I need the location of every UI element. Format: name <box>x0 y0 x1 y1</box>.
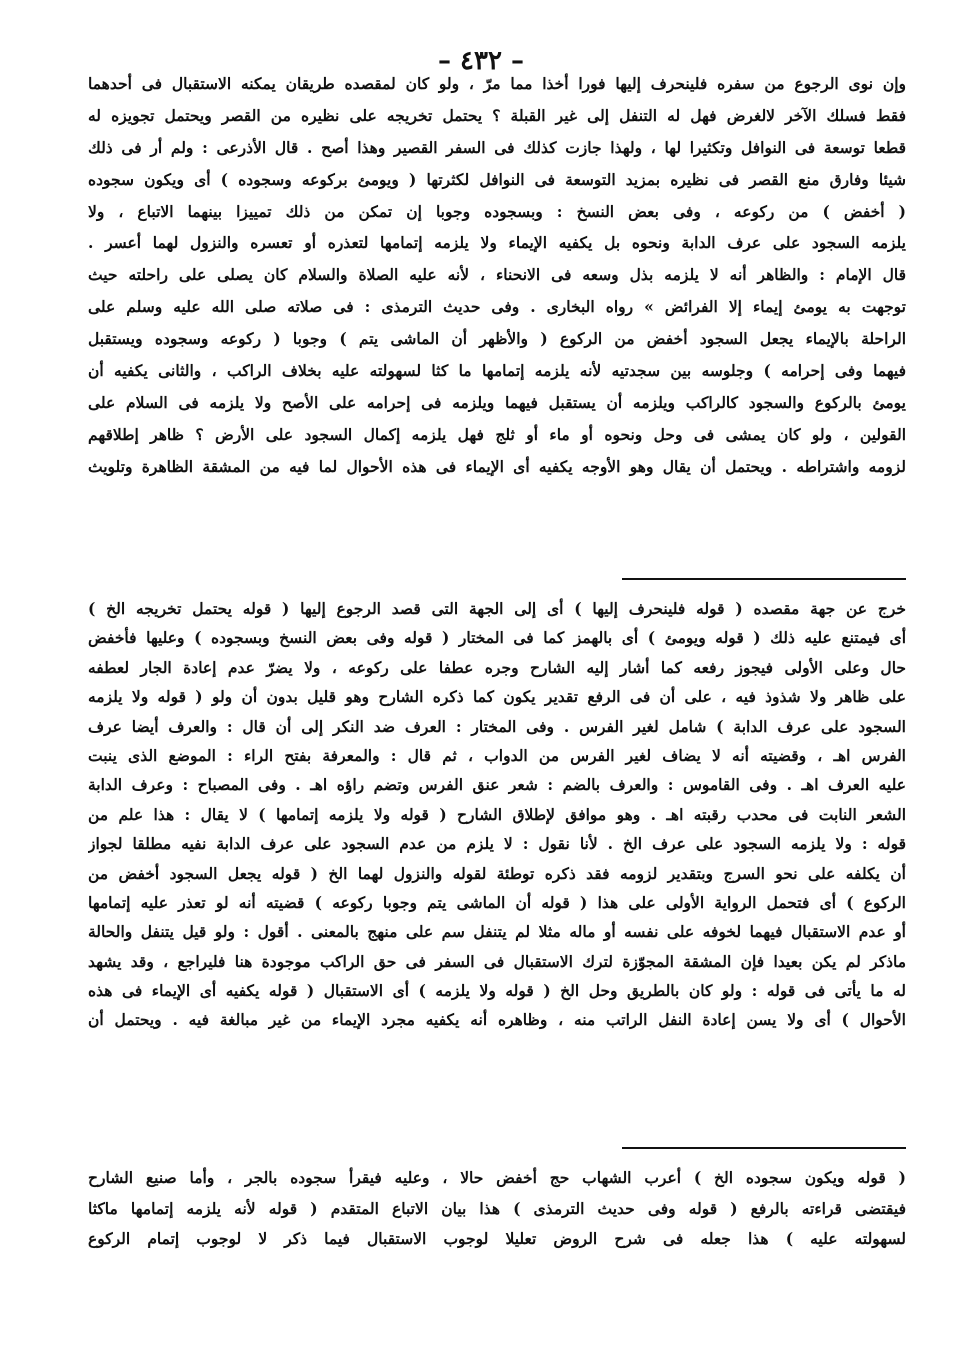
commentary-line: على ظاهر ولا شذوذ فيه ، على أن فى الرفع تقدير يكون كما ذكره الشارح وهو قليل بدون أن ولو ( قوله ولا يلزمه <box>88 687 906 707</box>
section-divider <box>622 578 906 580</box>
commentary-line: فيقتضى قراءته بالرفع ( قوله وفى حديث الترمذى ) هذا بيان الاتباع المتقدم ( قوله لأنه يلزمه إتمامها ماكثا <box>88 1198 906 1218</box>
text-line: فيهما وفى إحرامه ) وجلوسه بين سجدتيه لأنه يلزمه إتمامها ما كثا لسهولته عليه بخلاف الراكب ، والثانى يكفيه أن <box>88 361 906 381</box>
text-line: فقط فسلك الآخر لالغرض فهل له التنفل إلى غير القبلة ؟ يحتمل تخريجه على نظيره من القصر ويحتمل تجويزه له <box>88 105 906 125</box>
text-line: لزومه واشتراطه . ويحتمل أن يقال وهو الأوجه يكفيه أى الإيماء فى هذه الأحوال لما فيه من المشقة الظاهرة وتلويث <box>88 456 906 476</box>
text-line: قطعا توسعة فى النوافل وتكثيرا لها ، ولهذا جازت كذلك فى السفر القصير وهذا أصح . قال الأذرعى : ولم أر فى ذلك <box>88 137 906 157</box>
text-line: ( أخفض ) من ركوعه ، وفى بعض النسخ : وبسجوده وجوبا إن تمكن من ذلك تمييزا بينهما الاتباع ، ولا <box>88 201 906 221</box>
commentary-section-1 <box>88 594 906 1035</box>
commentary-line: له ما يأتى فى قوله : ولو كان بالطريق وحل الخ ( قوله ولا يلزمه ) أى الاستقبال ( قوله يكفيه أى الإيماء فى هذه <box>88 981 906 1001</box>
main-text <box>88 68 906 483</box>
commentary-line: ماذكر لم يكن بعيدا فإن المشقة المجوّزة لترك الاستقبال فى السفر فى حق الراكب موجودة هنا فليراجع ، وقد يشهد <box>88 951 906 971</box>
text-line: توجهت به يومئ إيماء إلا الفرائض » رواه البخارى . وفى حديث الترمذى : فى صلاته صلى الله عليه وسلم على <box>88 297 906 317</box>
commentary-line: حال وعلى الأولى فيجوز رفعه كما أشار إليه الشارح وجره عطفا على ركوعه ، ولا يضرّ عدم إعادة الجار لعطفه <box>88 657 906 677</box>
commentary-line: أن يكلفه على نحو السرج وبتقدير لزومه فقد ذكره توطئة لقوله والنزول لهما الخ ( قوله يجعل السجود أخفض من <box>88 863 906 883</box>
commentary-line: السجود على عرف الدابة ) شامل لغير الفرس . وفى المختار : العرف ضد النكر إلى أن قال : والعرف أيضا عرف <box>88 716 906 736</box>
commentary-line: الشعر النابت فى محدب رقبته اهـ . وهو موافق لإطلاق الشارح ( قوله ولا يلزمه إتمامها ) لا يقال : هذا علم من <box>88 804 906 824</box>
commentary-line: أى فيمتنع عليه ذلك ( قوله ويومئ ) أى بالهمز كما فى المختار ( قوله وفى بعض النسخ وبسجوده ) وعليها فأخفض <box>88 628 906 648</box>
commentary-line: لسهولته عليه ) هذا جعله فى شرح الروض تعليلا لوجوب الاستقبال فيما ذكر لا لوجوب إتمام الركوع <box>88 1229 906 1249</box>
text-line: شيئا وفارق منع القصر فى نظيره بمزيد التوسعة فى النوافل لكثرتها ( ويومئ بركوعه وسجوده ) أى ويكون سجوده <box>88 169 906 189</box>
commentary-line: الركوع ) أى فتحمل الرواية الأولى على هذا ( قوله أن الماشى يتم وجوبا ركوعه ) قضيته أنه لو تعذر عليه إتمامها <box>88 892 906 912</box>
commentary-line: الفرس اهـ ، وقضيته أنه لا يضاف لغير الفرس من الدواب ، ثم قال : والمعرفة بفتح الراء : الموضع الذى ينبت <box>88 745 906 765</box>
commentary-line: الأحوال ) أى ولا يسن إعادة النفل الراتب منه ، وظاهره أنه يكفيه مجرد الإيماء من غير مبالغة فيه . ويحتمل أن <box>88 1010 906 1030</box>
text-line: الراحلة بالإيماء يجعل السجود أخفض من الركوع ( والأظهر أن الماشى يتم ) وجوبا ( ركوعه وسجوده ويستقبل <box>88 329 906 349</box>
commentary-line: قوله : ولا يلزمه السجود على عرف الخ . لأنا نقول : لا يلزم من عدم السجود على عرف الدابة نفيه مطلقا لجواز <box>88 834 906 854</box>
commentary-line: ( قوله ويكون سجوده الخ ) أعرب الشهاب حج أخفض حالا ، وعليه فيقرأ سجوده بالجر ، وأما صنيع الشارح <box>88 1168 906 1187</box>
text-line: وإن نوى الرجوع من سفره فلينحرف إليها فورا أخذا مما مرّ ، ولو كان لمقصده طريقان يمكنه الاستقبال فى أحدهما <box>88 74 906 93</box>
text-line: يلزمه السجود على عرف الدابة ونحوه بل يكفيه الإيماء ولا يلزمه إتمامها لتعذره أو تعسره والنزول لهما أعسر . <box>88 233 906 253</box>
commentary-line: خرج عن جهة مقصده ( قوله فلينحرف إليها ) أى إلى الجهة التى قصد الرجوع إليها ( قوله يحتمل تخريجه الخ ) <box>88 599 906 618</box>
text-line: يومئ بالركوع والسجود كالراكب ويلزمه أن يستقبل فيهما ويلزمه فى إحرامه على الأصح ولا يلزمه فى السلام على <box>88 392 906 412</box>
commentary-line: عليه العرف اهـ . وفى القاموس : والعرف بالضم : شعر عنق الفرس وتضم راؤه اهـ . وفى المصباح : وعرف الدابة <box>88 775 906 795</box>
commentary-line: أو عدم الاستقبال فيهما لخوفه على نفسه أو ماله مثلا لم يتنفل سم على منهج بالمعنى . أقول : ولو قيل يتنفل والحالة <box>88 922 906 942</box>
text-line: قال الإمام : والظاهر أنه لا يلزمه بذل وسعه فى الانحناء ، لأنه عليه الصلاة والسلام كان يصلى على راحلته حيث <box>88 265 906 285</box>
section-divider <box>622 1147 906 1149</box>
commentary-section-2 <box>88 1163 906 1255</box>
page-number: – ٤٣٢ – <box>437 46 525 76</box>
text-line: القولين ، ولو كان يمشى فى وحل ونحوه أو ماء أو ثلج فهل يلزمه إكمال السجود على الأرض ؟ ظاهر إطلاقهم <box>88 424 906 444</box>
